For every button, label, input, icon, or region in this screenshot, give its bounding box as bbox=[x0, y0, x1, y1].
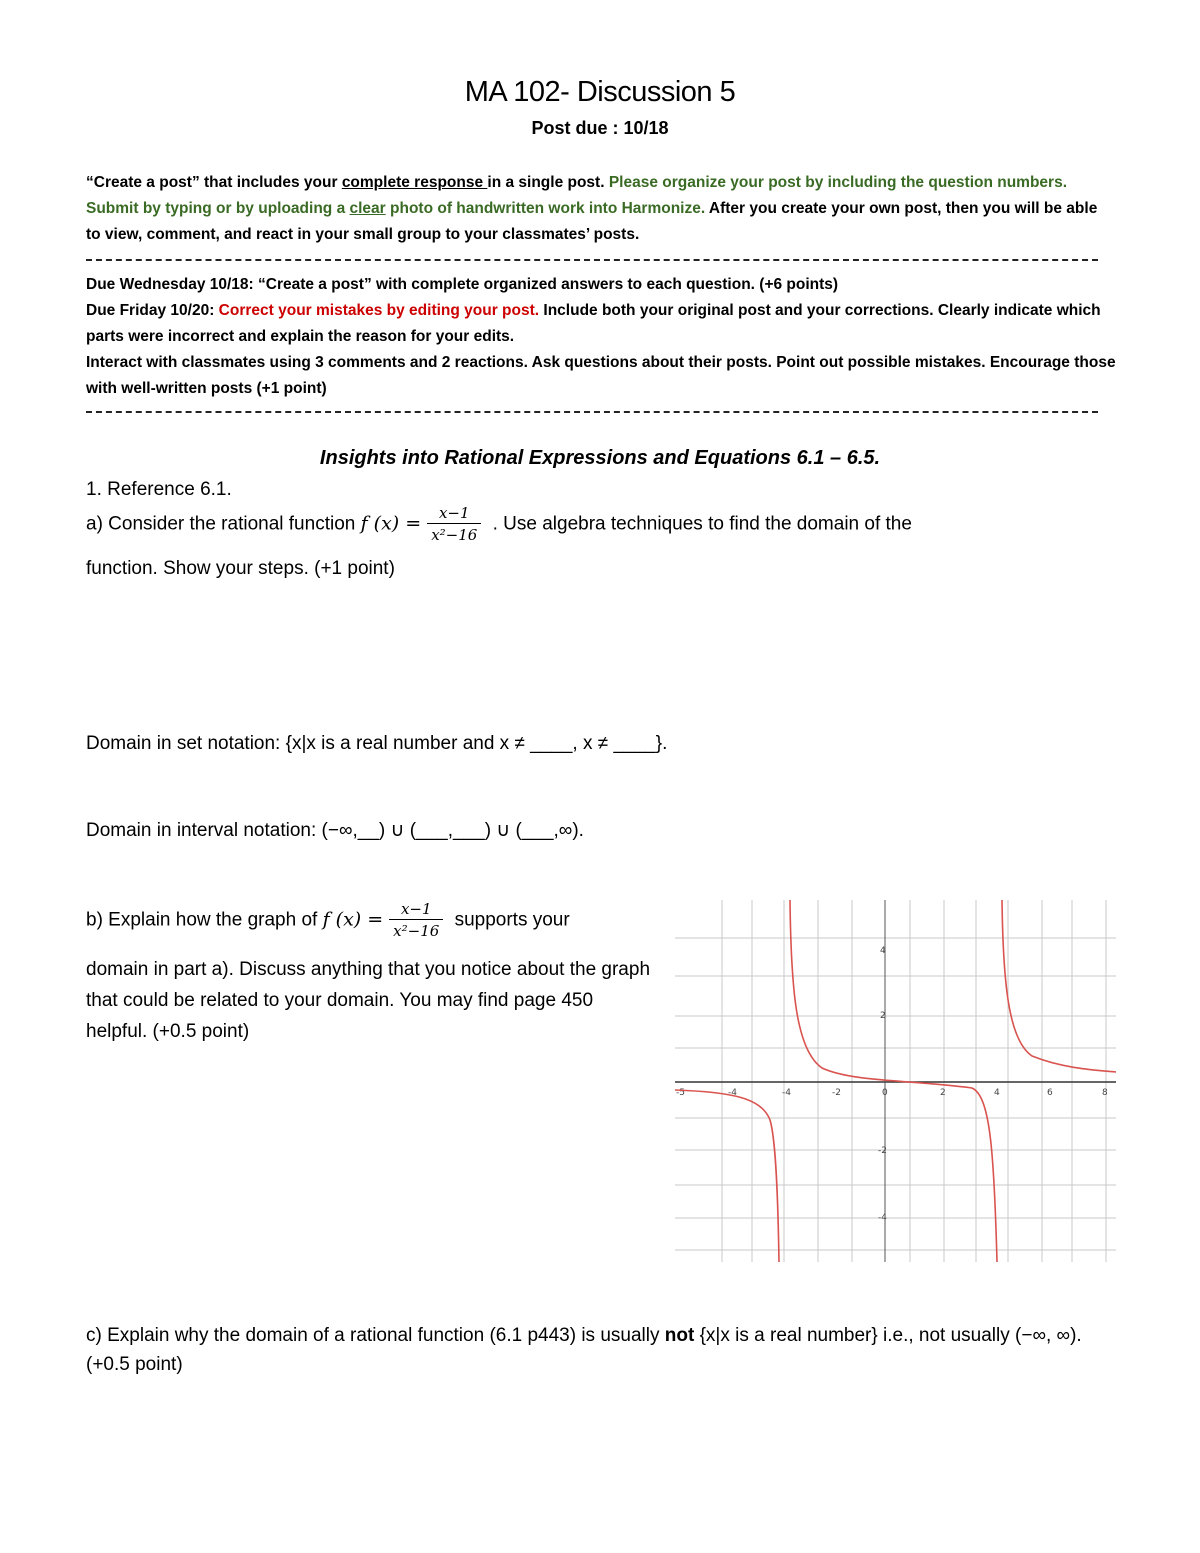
domain-set-expr: {x|x is a real number and x ≠ ____, x ≠ ____}. bbox=[285, 733, 668, 754]
domain-interval-line bbox=[86, 819, 584, 842]
curve-left-branch bbox=[675, 1090, 779, 1262]
section-title: Insights into Rational Expressions and Equations 6.1 – 6.5. bbox=[319, 447, 881, 469]
due-friday-rest: Include both your original post and your corrections. Clearly indicate which parts were incorrect and explain the reason for your edits. bbox=[86, 302, 1101, 345]
x-tick-label: -2 bbox=[832, 1088, 841, 1098]
q1c-suffix: {x|x is a real number} i.e., not usually (−∞, ∞). (+0.5 point) bbox=[86, 1325, 1082, 1375]
intro-clear: clear bbox=[349, 200, 386, 217]
y-tick-label: 4 bbox=[880, 946, 886, 956]
q1a-line2: function. Show your steps. (+1 point) bbox=[86, 558, 395, 579]
curve-right-branch bbox=[1002, 900, 1116, 1072]
intro-paragraph bbox=[86, 170, 1116, 248]
q1a-fraction bbox=[427, 503, 481, 546]
due-friday-correct: Correct your mistakes by editing your post. bbox=[218, 302, 540, 319]
function-graph bbox=[672, 900, 1116, 1262]
q1b-func: f (x) = bbox=[322, 908, 384, 931]
q1b-rest: domain in part a). Discuss anything that you notice about the graph that could be related to your domain. You may find page 450 helpful. (+0.5 point) bbox=[86, 959, 651, 1042]
q1a-prefix: a) Consider the rational function bbox=[86, 513, 361, 535]
interact-text: Interact with classmates using 3 comments and 2 reactions. Ask questions about their posts. Point out possible mistakes. Encourage those with well-written posts (+1 point) bbox=[86, 354, 1116, 397]
x-tick-label: -5 bbox=[676, 1088, 685, 1098]
domain-interval-label: Domain in interval notation: bbox=[86, 820, 322, 841]
q1b-numerator: x−1 bbox=[389, 899, 443, 920]
q1b-suffix: supports your bbox=[449, 909, 570, 931]
q1b-line bbox=[86, 899, 666, 942]
domain-interval-expr: (−∞,__) ∪ (___,___) ∪ (___,∞). bbox=[321, 820, 584, 841]
x-tick-labels bbox=[676, 1088, 1108, 1098]
intro-text-3: After you create your own post, then you will be able to view, comment, and react in your small group to your classmates’ posts. bbox=[86, 200, 1098, 243]
y-tick-labels bbox=[878, 946, 887, 1223]
curve-middle-branch bbox=[790, 900, 997, 1262]
domain-set-line bbox=[86, 733, 667, 755]
function-curves bbox=[675, 900, 1116, 1262]
q1c-text bbox=[86, 1321, 1096, 1379]
domain-set-label: Domain in set notation: bbox=[86, 733, 286, 754]
q1a-numerator: x−1 bbox=[427, 503, 481, 524]
y-tick-label: -2 bbox=[878, 1146, 887, 1156]
intro-organize-text: Please organize your post by including the question numbers. Submit by typing or by uploading a bbox=[86, 174, 1068, 217]
q1a-suffix: . Use algebra techniques to find the domain of the bbox=[487, 513, 912, 535]
x-tick-label: 8 bbox=[1102, 1088, 1108, 1098]
q1b-fraction bbox=[389, 899, 443, 942]
due-wednesday: Due Wednesday 10/18: “Create a post” with complete organized answers to each question. (+6 points) bbox=[86, 276, 839, 293]
q1-heading: 1. Reference 6.1. bbox=[86, 479, 232, 500]
divider-bottom bbox=[86, 411, 1098, 413]
intro-text-2: in a single post. bbox=[487, 174, 609, 191]
intro-text-1: “Create a post” that includes your bbox=[86, 174, 342, 191]
intro-harmonize-text: photo of handwritten work into Harmonize. bbox=[385, 200, 706, 217]
x-tick-label: -4 bbox=[782, 1088, 791, 1098]
q1b-prefix: b) Explain how the graph of bbox=[86, 909, 323, 931]
x-tick-label: 6 bbox=[1047, 1088, 1053, 1098]
q1b-denominator: x²−16 bbox=[393, 922, 440, 940]
y-tick-label: -4 bbox=[878, 1213, 887, 1223]
x-tick-label: -4 bbox=[728, 1088, 737, 1098]
y-tick-label: 2 bbox=[880, 1011, 886, 1021]
q1a-func: f (x) = bbox=[360, 512, 422, 535]
q1c-not: not bbox=[664, 1325, 695, 1346]
post-due: Post due : 10/18 bbox=[531, 118, 669, 138]
q1c-prefix: c) Explain why the domain of a rational function (6.1 p443) is usually bbox=[86, 1325, 665, 1346]
intro-complete-response: complete response bbox=[341, 174, 488, 191]
q1a-line bbox=[86, 503, 1116, 546]
divider-top bbox=[86, 259, 1098, 261]
x-tick-label: 0 bbox=[882, 1088, 888, 1098]
due-friday bbox=[86, 298, 1116, 350]
due-friday-label: Due Friday 10/20: bbox=[86, 302, 219, 319]
q1a-denominator: x²−16 bbox=[431, 526, 478, 544]
page-title: MA 102- Discussion 5 bbox=[464, 76, 736, 108]
x-tick-label: 4 bbox=[994, 1088, 1000, 1098]
due-block bbox=[86, 272, 1116, 402]
x-tick-label: 2 bbox=[940, 1088, 946, 1098]
